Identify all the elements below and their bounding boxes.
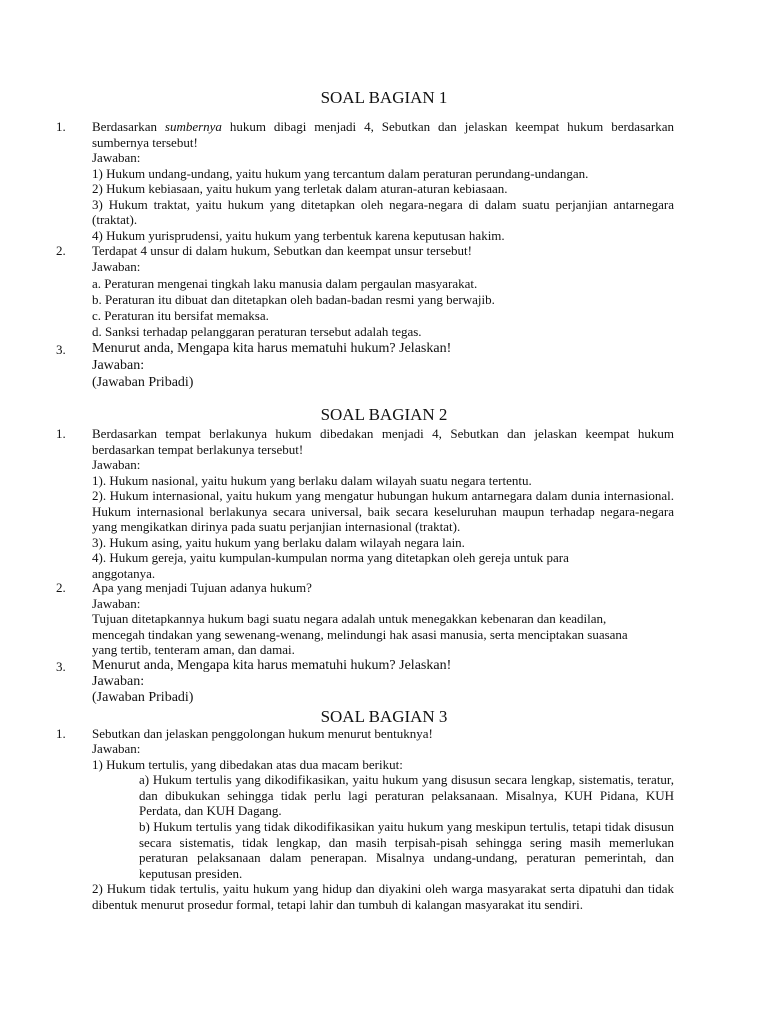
answer-label: Jawaban: bbox=[92, 674, 145, 689]
answer-item: 4) Hukum yurisprudensi, yaitu hukum yang terbentuk karena keputusan hakim. bbox=[92, 227, 505, 243]
answer-item: 1) Hukum undang-undang, yaitu hukum yang tercantum dalam peraturan perundang-undangan. bbox=[92, 165, 589, 181]
question-text: Sebutkan dan jelaskan penggolongan hukum menurut bentuknya! bbox=[92, 726, 433, 741]
question-text-emphasis: sumbernya bbox=[164, 119, 222, 134]
section-title: SOAL BAGIAN 1 bbox=[320, 88, 448, 107]
question-text: Apa yang menjadi Tujuan adanya hukum? bbox=[92, 580, 312, 595]
section-title: SOAL BAGIAN 2 bbox=[320, 405, 448, 424]
answer-item: 3). Hukum asing, yaitu hukum yang berlaku dalam wilayah negara lain. bbox=[92, 534, 465, 550]
answer-text: (Jawaban Pribadi) bbox=[92, 690, 194, 705]
answer-text: Tujuan ditetapkannya hukum bagi suatu negara adalah untuk menegakkan kebenaran dan keadilan, mencegah tindakan yang sewenang-wenang, melindungi hak asasi manusia, serta menciptakan suasana yang tertib, tenteram aman, dan damai. bbox=[92, 611, 628, 657]
question-text-part: hukum dibagi menjadi 4, Sebutkan dan jelaskan keempat hukum berdasarkan sumbernya tersebut! bbox=[92, 119, 675, 150]
answer-label: Jawaban: bbox=[92, 259, 141, 274]
answer-subitem: b) Hukum tertulis yang tidak dikodifikasikan yaitu hukum yang meskipun tertulis, tetapi tidak disusun secara sistematis, tidak lengkap, dan masih terpisah-pisah sehingga sering masih memerlukan peraturan pelaksanaan dalam penerapan. Misalnya undang-undang, peraturan pemerintah, dan keputusan presiden. bbox=[139, 819, 674, 881]
answer-item: c. Peraturan itu bersifat memaksa. bbox=[92, 308, 269, 323]
question-text: Berdasarkan tempat berlakunya hukum dibedakan menjadi 4, Sebutkan dan jelaskan keempat hukum berdasarkan tempat berlakunya tersebut! bbox=[92, 426, 674, 457]
question-number: 1. bbox=[56, 119, 66, 134]
answer-label: Jawaban: bbox=[92, 596, 141, 611]
question-text: Menurut anda, Mengapa kita harus mematuhi hukum? Jelaskan! bbox=[92, 341, 452, 356]
answer-item: b. Peraturan itu dibuat dan ditetapkan oleh badan-badan resmi yang berwajib. bbox=[92, 292, 495, 307]
question-number: 2. bbox=[56, 580, 66, 595]
question-text bbox=[92, 119, 674, 150]
answer-text: (Jawaban Pribadi) bbox=[92, 375, 194, 390]
question-number: 3. bbox=[56, 659, 66, 674]
question-text: Menurut anda, Mengapa kita harus mematuhi hukum? Jelaskan! bbox=[92, 658, 452, 673]
question-number: 2. bbox=[56, 243, 66, 258]
question-number: 1. bbox=[56, 726, 66, 741]
section-title: SOAL BAGIAN 3 bbox=[320, 707, 448, 726]
question-text-part: Berdasarkan bbox=[92, 119, 165, 134]
question-number: 3. bbox=[56, 342, 66, 357]
answer-label: Jawaban: bbox=[92, 457, 141, 472]
answer-subitem: a) Hukum tertulis yang dikodifikasikan, yaitu hukum yang disusun secara lengkap, sistematis, teratur, dan dibukukan sehingga tidak perlu lagi peraturan pelaksanaan. Misalnya, KUH Pidana, KUH Perdata, dan KUH Dagang. bbox=[139, 772, 674, 818]
answer-item: 4). Hukum gereja, yaitu kumpulan-kumpulan norma yang ditetapkan oleh gereja untuk para anggotanya. bbox=[92, 550, 569, 581]
answer-label: Jawaban: bbox=[92, 358, 145, 373]
answer-item: 2) Hukum kebiasaan, yaitu hukum yang terletak dalam aturan-aturan kebiasaan. bbox=[92, 181, 508, 196]
question-text: Terdapat 4 unsur di dalam hukum, Sebutkan dan keempat unsur tersebut! bbox=[92, 243, 472, 258]
answer-item: a. Peraturan mengenai tingkah laku manusia dalam pergaulan masyarakat. bbox=[92, 276, 478, 291]
answer-item: 1). Hukum nasional, yaitu hukum yang berlaku dalam wilayah suatu negara tertentu. bbox=[92, 472, 532, 488]
answer-item: 3) Hukum traktat, yaitu hukum yang ditetapkan oleh negara-negara di dalam suatu perjanjian antarnegara (traktat). bbox=[92, 196, 674, 227]
answer-item: 1) Hukum tertulis, yang dibedakan atas dua macam berikut: bbox=[92, 757, 403, 772]
answer-label: Jawaban: bbox=[92, 150, 141, 165]
question-number: 1. bbox=[56, 426, 66, 441]
answer-item: d. Sanksi terhadap pelanggaran peraturan tersebut adalah tegas. bbox=[92, 324, 422, 339]
answer-item: 2) Hukum tidak tertulis, yaitu hukum yang hidup dan diyakini oleh warga masyarakat serta dipatuhi dan tidak dibentuk menurut prosedur formal, tetapi lahir dan tumbuh di kalangan masyarakat itu sendiri. bbox=[92, 881, 674, 912]
answer-item: 2). Hukum internasional, yaitu hukum yang mengatur hubungan hukum antarnegara dalam dunia internasional. Hukum internasional berlakunya secara universal, baik secara keseluruhan maupun terhadap negara-negara yang mengikatkan dirinya pada suatu perjanjian internasional (traktat). bbox=[92, 488, 674, 534]
answer-label: Jawaban: bbox=[92, 741, 141, 756]
